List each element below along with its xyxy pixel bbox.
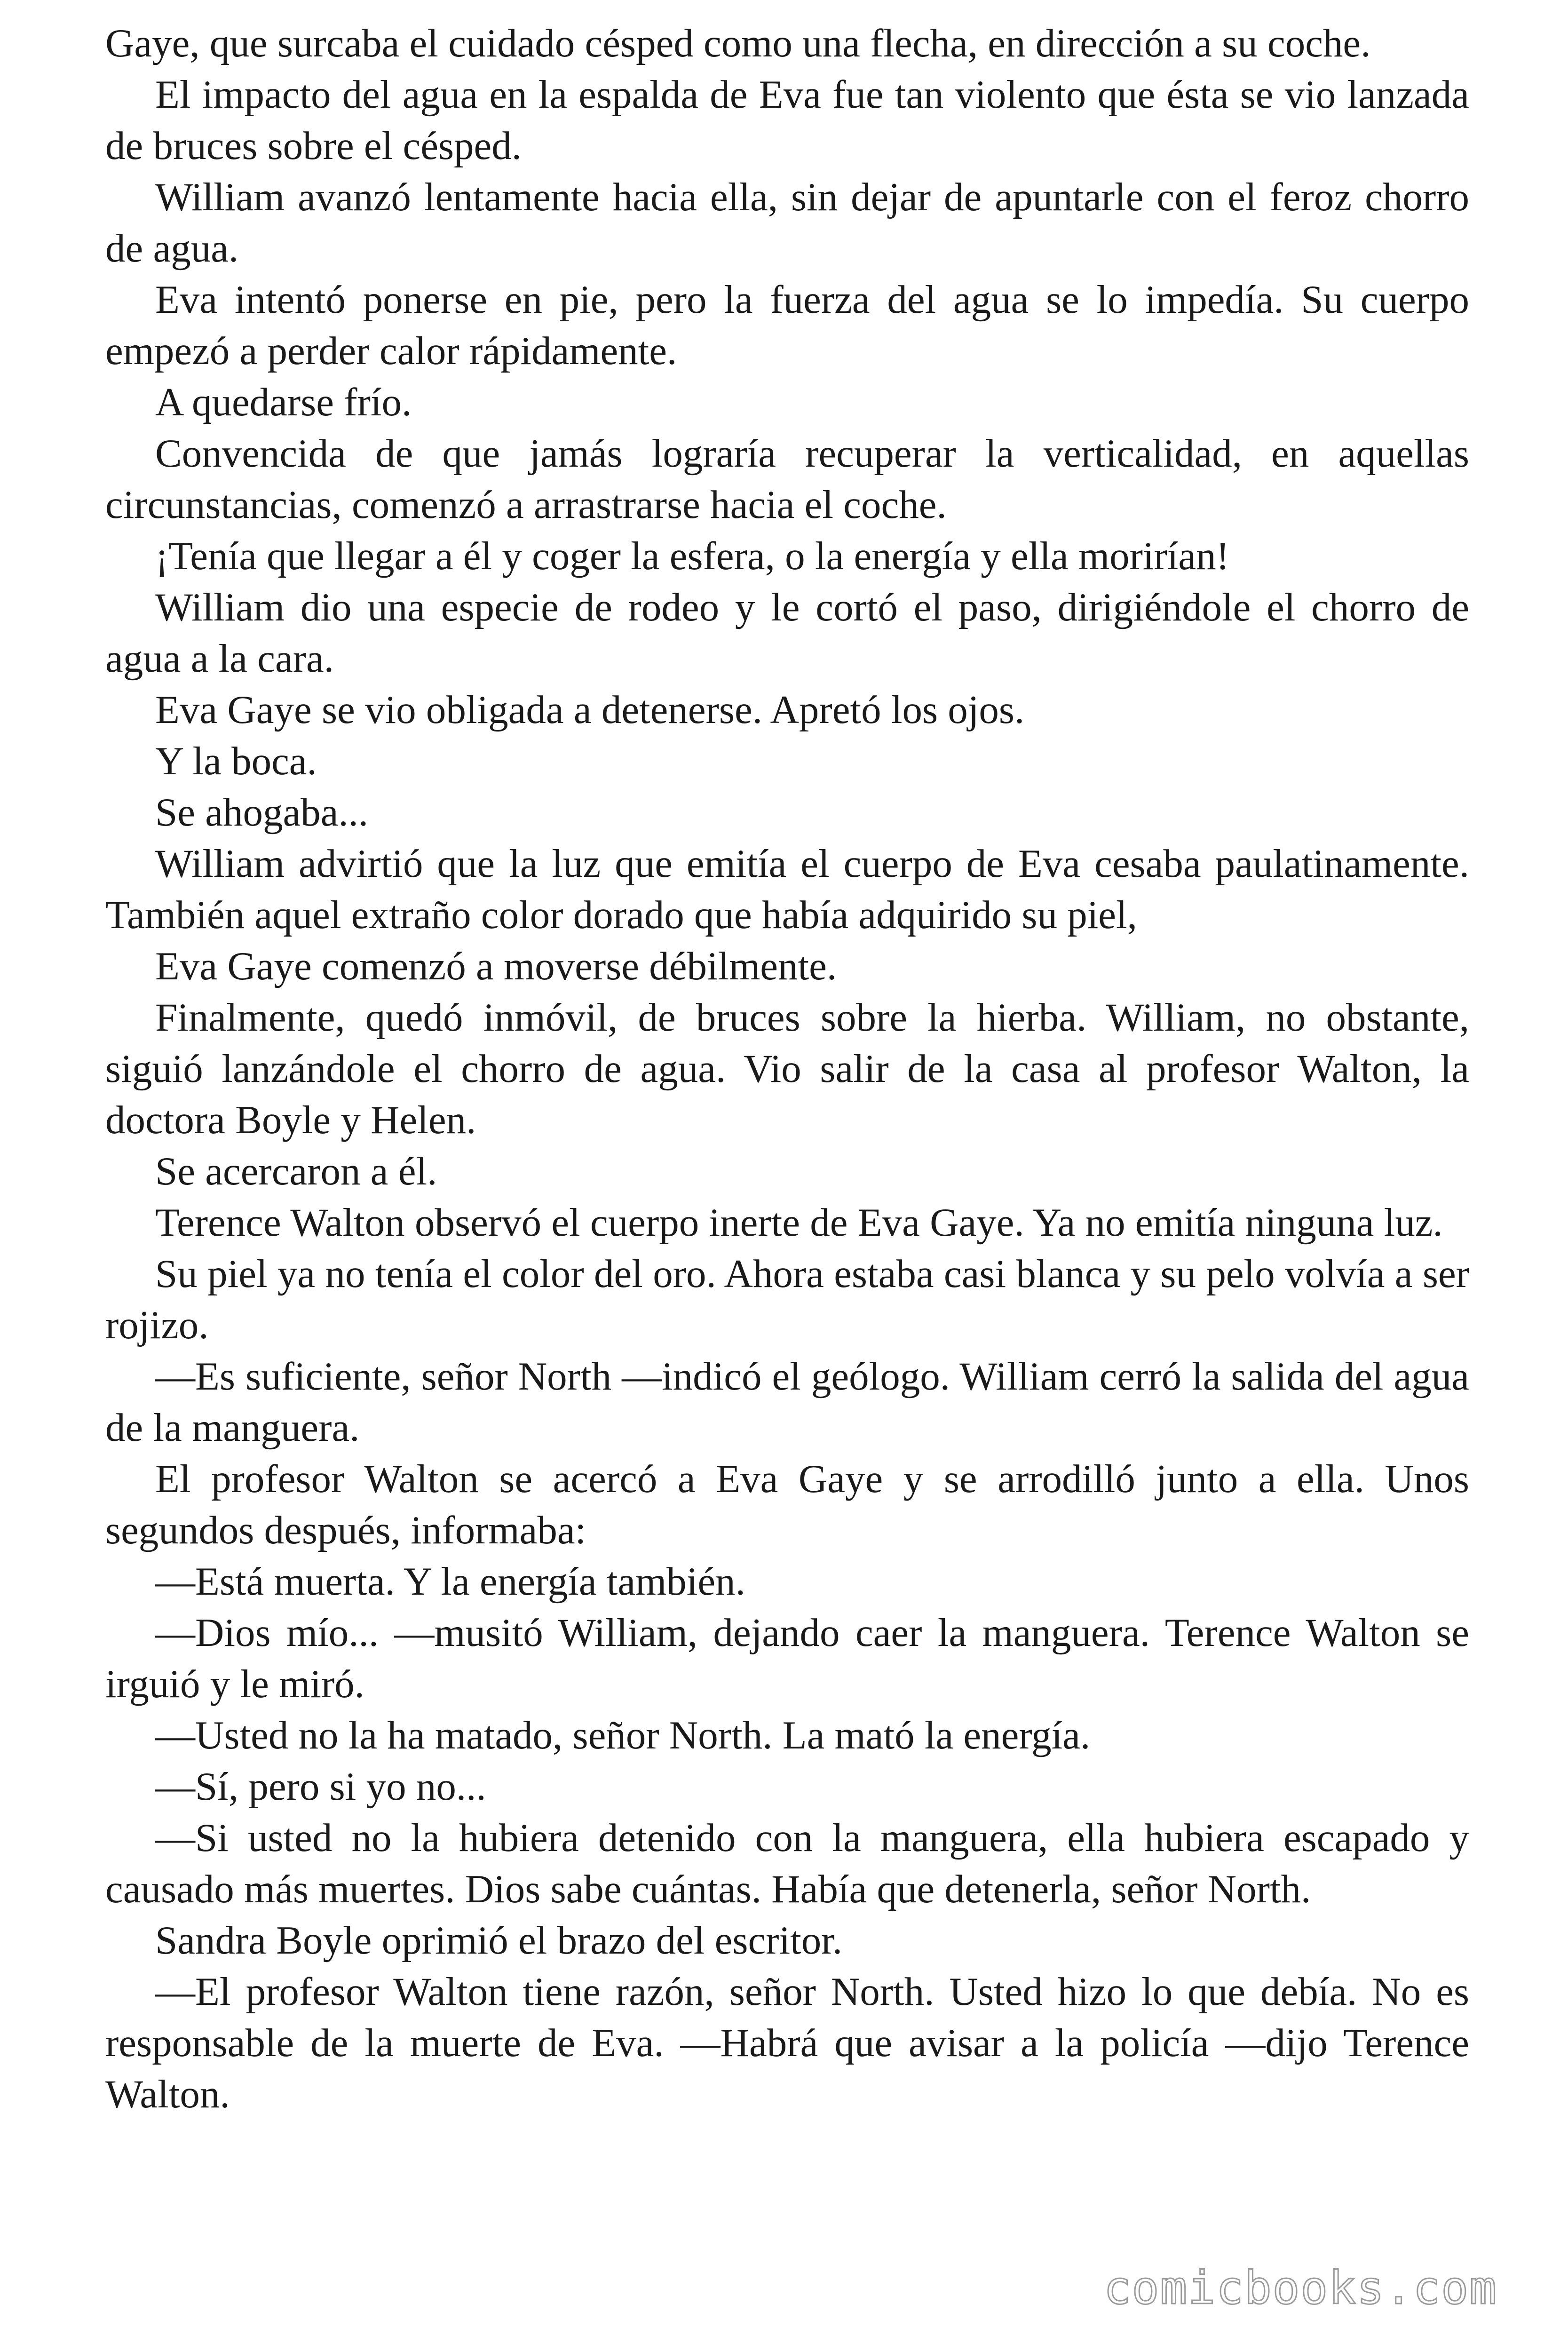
paragraph: Se ahogaba... <box>155 790 369 834</box>
paragraph: —Usted no la ha matado, señor North. La mató la energía. <box>155 1713 1091 1757</box>
paragraph: —Sí, pero si yo no... <box>155 1764 486 1809</box>
paragraph: William avanzó lentamente hacia ella, sin dejar de apuntarle con el feroz chorro de agua. <box>105 175 1469 270</box>
paragraph: El impacto del agua en la espalda de Eva fue tan violento que ésta se vio lanzada de bruces sobre el césped. <box>105 72 1469 168</box>
paragraph: Gaye, que surcaba el cuidado césped como una flecha, en dirección a su coche. <box>105 21 1371 65</box>
watermark: comicbooks.com <box>1103 2262 1497 2314</box>
paragraph: ¡Tenía que llegar a él y coger la esfera, o la energía y ella morirían! <box>155 534 1229 578</box>
paragraph: El profesor Walton se acercó a Eva Gaye y se arrodilló junto a ella. Unos segundos después, informaba: <box>105 1457 1469 1552</box>
paragraph: William dio una especie de rodeo y le cortó el paso, dirigiéndole el chorro de agua a la cara. <box>105 585 1469 681</box>
paragraph: Terence Walton observó el cuerpo inerte de Eva Gaye. Ya no emitía ninguna luz. <box>155 1200 1443 1245</box>
paragraph: William advirtió que la luz que emitía el cuerpo de Eva cesaba paulatinamente. También aquel extraño color dorado que había adquirido su piel, <box>105 842 1469 937</box>
paragraph: —Es suficiente, señor North —indicó el geólogo. William cerró la salida del agua de la manguera. <box>105 1354 1469 1450</box>
paragraph: —Está muerta. Y la energía también. <box>155 1559 745 1604</box>
paragraph: —Si usted no la hubiera detenido con la manguera, ella hubiera escapado y causado más muertes. Dios sabe cuántas. Había que detenerla, señor North. <box>105 1816 1469 1911</box>
paragraph: —Dios mío... —musitó William, dejando caer la manguera. Terence Walton se irguió y le miró. <box>105 1611 1469 1706</box>
paragraph: Convencida de que jamás lograría recuperar la verticalidad, en aquellas circunstancias, comenzó a arrastrarse hacia el coche. <box>105 431 1469 527</box>
paragraph: Sandra Boyle oprimió el brazo del escritor. <box>155 1918 843 1963</box>
paragraph: Eva intentó ponerse en pie, pero la fuerza del agua se lo impedía. Su cuerpo empezó a perder calor rápidamente. <box>105 278 1469 373</box>
paragraph: Eva Gaye se vio obligada a detenerse. Apretó los ojos. <box>155 688 1025 732</box>
paragraph: A quedarse frío. <box>155 380 412 424</box>
paragraph: Eva Gaye comenzó a moverse débilmente. <box>155 944 837 988</box>
paragraph: Se acercaron a él. <box>155 1149 437 1193</box>
paragraph: —El profesor Walton tiene razón, señor North. Usted hizo lo que debía. No es responsable de la muerte de Eva. —Habrá que avisar a la policía —dijo Terence Walton. <box>105 1970 1469 2116</box>
paragraph: Y la boca. <box>155 739 317 783</box>
paragraph: Su piel ya no tenía el color del oro. Ahora estaba casi blanca y su pelo volvía a ser rojizo. <box>105 1252 1469 1347</box>
page-text <box>105 18 1469 2120</box>
paragraph: Finalmente, quedó inmóvil, de bruces sobre la hierba. William, no obstante, siguió lanzándole el chorro de agua. Vio salir de la casa al profesor Walton, la doctora Boyle y Helen. <box>105 995 1469 1142</box>
